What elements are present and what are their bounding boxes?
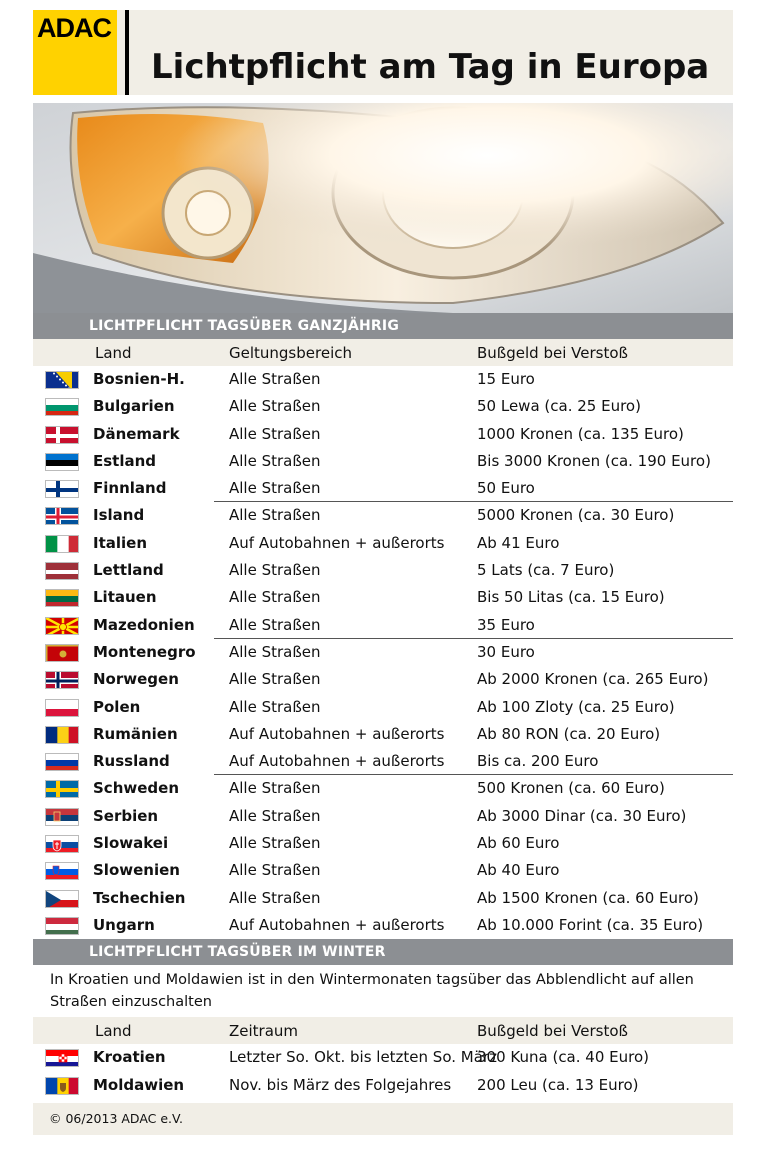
scope-cell: Alle Straßen [229, 561, 321, 580]
scope-cell: Auf Autobahnen + außerorts [229, 533, 445, 552]
table-row [33, 912, 733, 939]
table-row [33, 775, 733, 802]
scope-cell: Alle Straßen [229, 506, 321, 525]
scope-cell: Alle Straßen [229, 779, 321, 798]
headlight-illustration [33, 103, 733, 313]
scope-cell: Auf Autobahnen + außerorts [229, 915, 445, 934]
scope-cell: Alle Straßen [229, 670, 321, 689]
fine-cell: 200 Leu (ca. 13 Euro) [477, 1075, 639, 1094]
column-header-period: Zeitraum [229, 1022, 299, 1041]
country-name: Russland [93, 752, 170, 771]
table-row [33, 557, 733, 584]
iceland-flag-icon [45, 507, 79, 525]
latvia-flag-icon [45, 562, 79, 580]
montenegro-flag-icon [45, 644, 79, 662]
table-row [33, 1044, 733, 1071]
country-name: Kroatien [93, 1048, 166, 1067]
table-row [33, 612, 733, 639]
moldova-flag-icon [45, 1077, 79, 1095]
country-name: Schweden [93, 779, 179, 798]
table-row [33, 475, 733, 502]
country-name: Rumänien [93, 724, 178, 743]
adac-logo [33, 10, 117, 95]
scope-cell: Alle Straßen [229, 451, 321, 470]
fine-cell: 50 Euro [477, 479, 535, 498]
croatia-flag-icon [45, 1049, 79, 1067]
fine-cell: 500 Kronen (ca. 60 Euro) [477, 779, 665, 798]
hungary-flag-icon [45, 917, 79, 935]
table-winter [33, 1044, 733, 1099]
fine-cell: Bis 3000 Kronen (ca. 190 Euro) [477, 451, 711, 470]
country-name: Estland [93, 451, 157, 470]
scope-cell: Alle Straßen [229, 642, 321, 661]
scope-cell: Alle Straßen [229, 479, 321, 498]
table-row [33, 448, 733, 475]
fine-cell: Bis ca. 200 Euro [477, 752, 599, 771]
scope-cell: Alle Straßen [229, 588, 321, 607]
header [33, 10, 733, 95]
table-row [33, 393, 733, 420]
fine-cell: Ab 2000 Kronen (ca. 265 Euro) [477, 670, 709, 689]
finland-flag-icon [45, 480, 79, 498]
scope-cell: Alle Straßen [229, 861, 321, 880]
table-row [33, 366, 733, 393]
macedonia-flag-icon [45, 617, 79, 635]
fine-cell: 15 Euro [477, 370, 535, 388]
table-row [33, 748, 733, 775]
column-header-country: Land [95, 1022, 132, 1041]
estonia-flag-icon [45, 453, 79, 471]
table-row [33, 584, 733, 611]
country-name: Mazedonien [93, 615, 195, 634]
country-name: Lettland [93, 561, 164, 580]
fine-cell: Bis 50 Litas (ca. 15 Euro) [477, 588, 665, 607]
page-title: Lichtpflicht am Tag in Europa [151, 47, 710, 87]
headlight-photo [33, 103, 733, 313]
poland-flag-icon [45, 699, 79, 717]
fine-cell: 300 Kuna (ca. 40 Euro) [477, 1048, 649, 1067]
scope-cell: Alle Straßen [229, 888, 321, 907]
period-cell: Nov. bis März des Folgejahres [229, 1075, 452, 1094]
table-row [33, 857, 733, 884]
section-title-winter: LICHTPFLICHT TAGSÜBER IM WINTER [33, 939, 733, 965]
fine-cell: 30 Euro [477, 642, 535, 661]
scope-cell: Alle Straßen [229, 697, 321, 716]
fine-cell: 1000 Kronen (ca. 135 Euro) [477, 424, 684, 443]
header-divider [125, 10, 129, 95]
column-header-country: Land [95, 344, 132, 362]
fine-cell: 35 Euro [477, 615, 535, 634]
serbia-flag-icon [45, 808, 79, 826]
italy-flag-icon [45, 535, 79, 553]
fine-cell: Ab 60 Euro [477, 834, 560, 853]
slovakia-flag-icon [45, 835, 79, 853]
norway-flag-icon [45, 671, 79, 689]
scope-cell: Alle Straßen [229, 370, 321, 388]
country-name: Montenegro [93, 642, 196, 661]
fine-cell: Ab 80 RON (ca. 20 Euro) [477, 724, 661, 743]
winter-note: In Kroatien und Moldawien ist in den Wintermonaten tagsüber das Abblendlicht auf allen Straßen einzuschalten [50, 972, 694, 1011]
scope-cell: Alle Straßen [229, 397, 321, 416]
table-row [33, 421, 733, 448]
russia-flag-icon [45, 753, 79, 771]
table-row [33, 830, 733, 857]
scope-cell: Alle Straßen [229, 834, 321, 853]
table-header-winter [33, 1017, 733, 1044]
table-row [33, 885, 733, 912]
slovenia-flag-icon [45, 862, 79, 880]
czech-flag-icon [45, 890, 79, 908]
scope-cell: Auf Autobahnen + außerorts [229, 752, 445, 771]
fine-cell: 50 Lewa (ca. 25 Euro) [477, 397, 641, 416]
table-header [33, 339, 733, 366]
fine-cell: Ab 41 Euro [477, 533, 560, 552]
column-header-fine: Bußgeld bei Verstoß [477, 344, 628, 362]
table-yearround [33, 366, 733, 939]
country-name: Bulgarien [93, 397, 175, 416]
table-row [33, 803, 733, 830]
fine-cell: Ab 10.000 Forint (ca. 35 Euro) [477, 915, 704, 934]
fine-cell: Ab 100 Zloty (ca. 25 Euro) [477, 697, 675, 716]
fine-cell: Ab 1500 Kronen (ca. 60 Euro) [477, 888, 699, 907]
country-name: Italien [93, 533, 148, 552]
country-name: Polen [93, 697, 141, 716]
section-title-yearround: LICHTPFLICHT TAGSÜBER GANZJÄHRIG [33, 313, 733, 339]
denmark-flag-icon [45, 426, 79, 444]
fine-cell: 5000 Kronen (ca. 30 Euro) [477, 506, 675, 525]
copyright-footer: © 06/2013 ADAC e.V. [33, 1103, 733, 1135]
country-name: Ungarn [93, 915, 155, 934]
country-name: Slowakei [93, 834, 169, 853]
table-row [33, 639, 733, 666]
fine-cell: 5 Lats (ca. 7 Euro) [477, 561, 615, 580]
country-name: Moldawien [93, 1075, 185, 1094]
bulgaria-flag-icon [45, 398, 79, 416]
sweden-flag-icon [45, 780, 79, 798]
period-cell: Letzter So. Okt. bis letzten So. März [229, 1048, 497, 1067]
bosnia-flag-icon [45, 371, 79, 389]
table-row [33, 666, 733, 693]
table-row [33, 721, 733, 748]
country-name: Finnland [93, 479, 167, 498]
fine-cell: Ab 40 Euro [477, 861, 560, 880]
country-name: Serbien [93, 806, 159, 825]
romania-flag-icon [45, 726, 79, 744]
country-name: Slowenien [93, 861, 180, 880]
table-row [33, 694, 733, 721]
lithuania-flag-icon [45, 589, 79, 607]
country-name: Bosnien-H. [93, 370, 185, 388]
scope-cell: Alle Straßen [229, 424, 321, 443]
fine-cell: Ab 3000 Dinar (ca. 30 Euro) [477, 806, 687, 825]
table-row [33, 502, 733, 529]
country-name: Island [93, 506, 145, 525]
table-row [33, 1072, 733, 1099]
country-name: Dänemark [93, 424, 180, 443]
scope-cell: Alle Straßen [229, 615, 321, 634]
scope-cell: Alle Straßen [229, 806, 321, 825]
scope-cell: Auf Autobahnen + außerorts [229, 724, 445, 743]
table-row [33, 530, 733, 557]
country-name: Norwegen [93, 670, 179, 689]
country-name: Litauen [93, 588, 157, 607]
logo-text: ADAC [37, 13, 111, 43]
column-header-fine: Bußgeld bei Verstoß [477, 1022, 628, 1041]
column-header-scope: Geltungsbereich [229, 344, 352, 362]
country-name: Tschechien [93, 888, 186, 907]
